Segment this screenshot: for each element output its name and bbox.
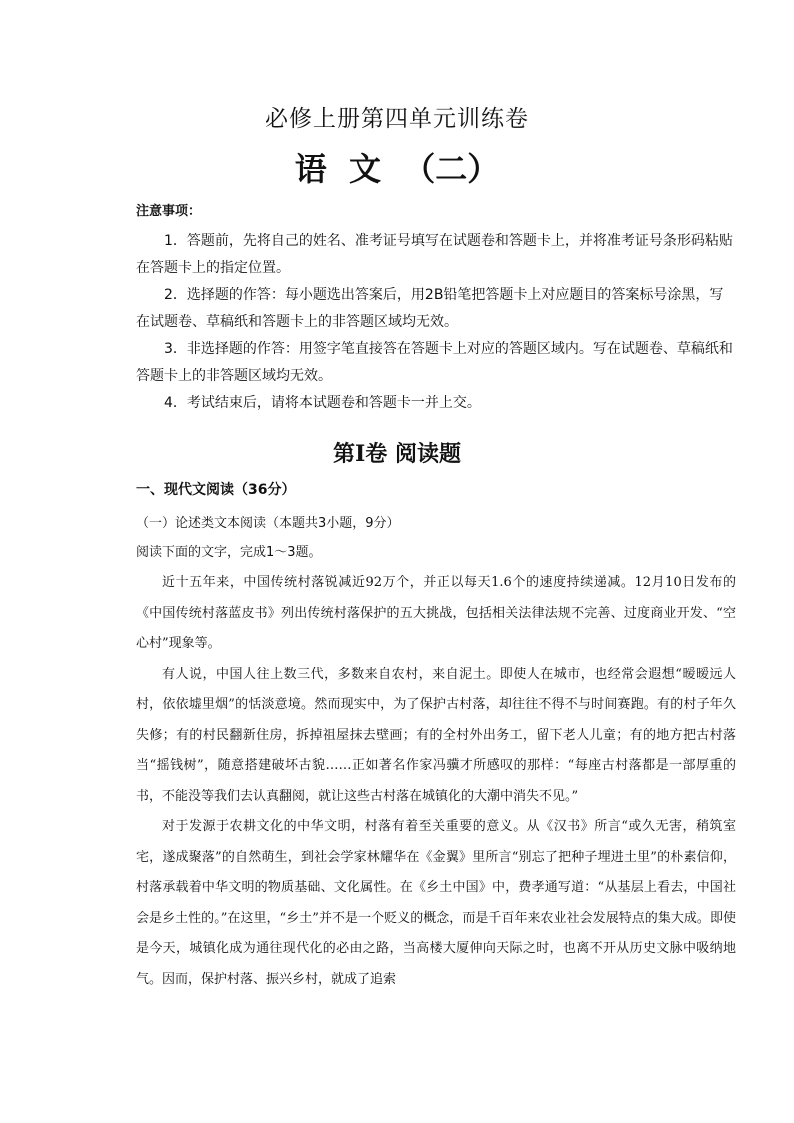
section-title: 第Ⅰ卷 阅读题 <box>333 441 461 467</box>
exam-subtitle: 必修上册第四单元训练卷 <box>265 106 529 132</box>
reading-instruction: 阅读下面的文字，完成1～3题。 <box>136 545 322 560</box>
note-item: 3．非选择题的作答：用签字笔直接答在答题卡上对应的答题区域内。写在试题卷、草稿纸和答题卡上的非答题区域均无效。 <box>136 341 733 384</box>
notes-list <box>136 228 736 417</box>
notes-heading: 注意事项： <box>136 204 202 219</box>
note-item: 4．考试结束后，请将本试题卷和答题卡一并上交。 <box>164 395 481 411</box>
exam-title-text: 语 文 （二） <box>294 150 500 188</box>
article-paragraph: 对于发源于农耕文化的中华文明，村落有着至关重要的意义。从《汉书》所言“或久无害，稍筑室宅，遂成聚落”的自然萌生，到社会学家林耀华在《金翼》里所言“别忘了把种子埋进土里”的朴素信仰，村落承载着中华文明的物质基础、文化属性。在《乡土中国》中，费孝通写道：“从基层上看去，中国社会是乡土性的。”在这里，“乡土”并不是一个贬义的概念，而是千百年来农业社会发展特点的集大成。即使是今天，城镇化成为通往现代化的必由之路，当高楼大厦伸向天际之时，也离不开从历史文脉中吸纳地气。因而，保护村落、振兴乡村，就成了追索 <box>136 819 736 987</box>
note-item: 1．答题前，先将自己的姓名、准考证号填写在试题卷和答题卡上，并将准考证号条形码粘贴在答题卡上的指定位置。 <box>136 233 733 276</box>
article-body <box>136 568 736 995</box>
article-paragraph: 有人说，中国人往上数三代，多数来自农村，来自泥土。即使人在城市，也经常会遐想“暧暧远人村，依依墟里烟”的恬淡意境。然而现实中，为了保护古村落，却往往不得不与时间赛跑。有的村子年久失修；有的村民翻新住房，拆掉祖屋抹去壁画；有的全村外出务工，留下老人儿童；有的地方把古村落当“摇钱树”，随意搭建破坏古貌……正如著名作家冯骥才所感叹的那样：“每座古村落都是一部厚重的书，不能没等我们去认真翻阅，就让这些古村落在城镇化的大潮中消失不见。” <box>136 666 736 804</box>
note-item: 2．选择题的作答：每小题选出答案后，用2B铅笔把答题卡上对应题目的答案标号涂黑，写在试题卷、草稿纸和答题卡上的非答题区域均无效。 <box>136 287 724 330</box>
exam-title <box>0 144 794 190</box>
article-paragraph: 近十五年来，中国传统村落锐减近92万个，并正以每天1.6个的速度持续递减。12月10日发布的《中国传统村落蓝皮书》列出传统村落保护的五大挑战，包括相关法律法规不完善、过度商业开发、“空心村”现象等。 <box>136 575 736 651</box>
subpart-heading: （一）论述类文本阅读（本题共3小题，9分） <box>136 516 400 531</box>
part-heading: 一、现代文阅读（36分） <box>136 482 296 498</box>
